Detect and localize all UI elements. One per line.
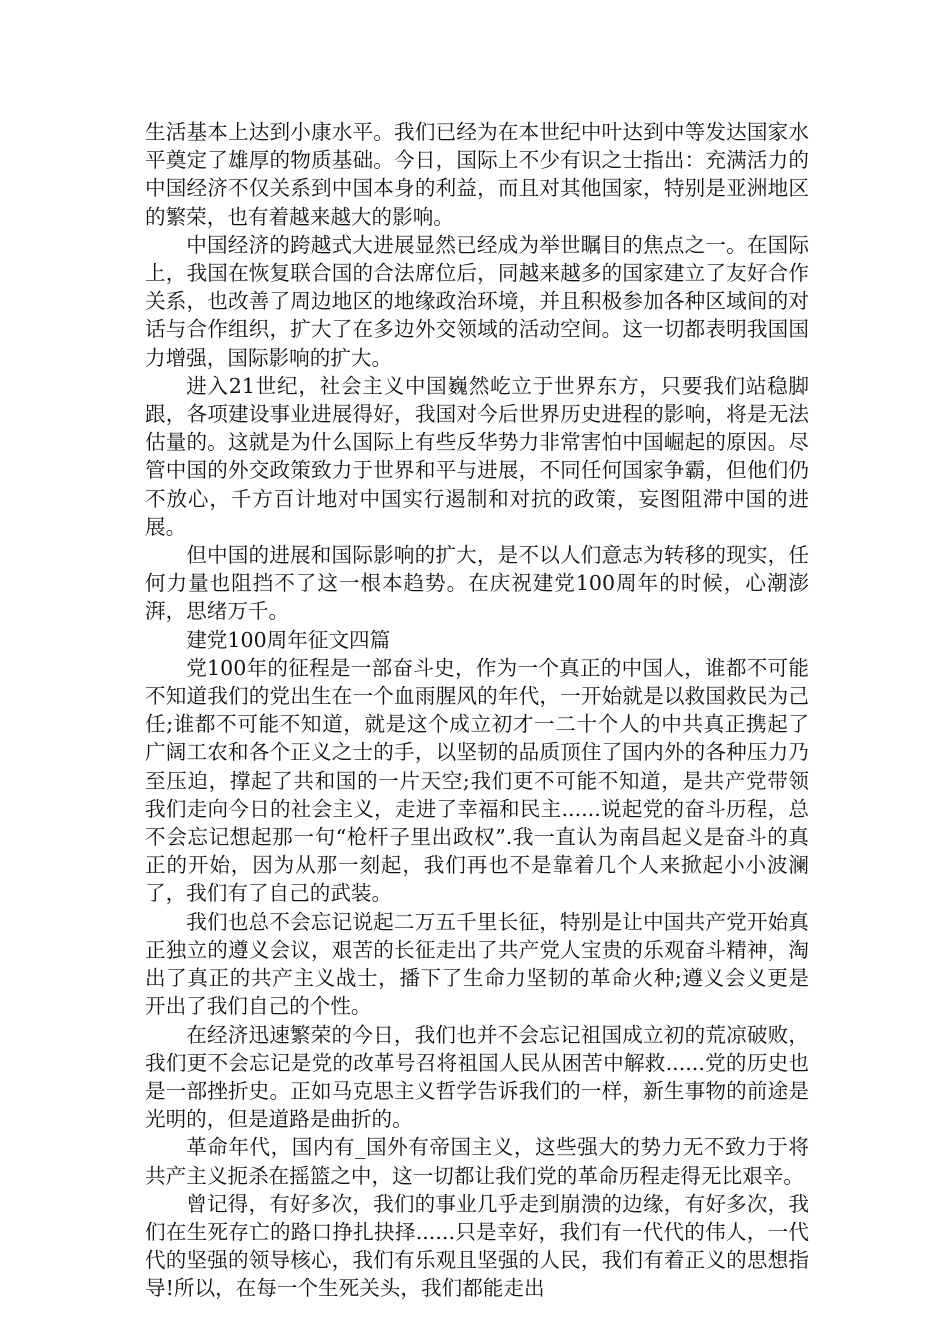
paragraph: 但中国的进展和国际影响的扩大，是不以人们意志为转移的现实，任何力量也阻挡不了这一根本趋势。在庆祝建党100周年的时候，心潮澎湃，思绪万千。	[145, 543, 809, 624]
document-body	[145, 118, 809, 1303]
paragraph: 中国经济的跨越式大进展显然已经成为举世瞩目的焦点之一。在国际上，我国在恢复联合国的合法席位后，同越来越多的国家建立了友好合作关系，也改善了周边地区的地缘政治环境，并且积极参加各种区域间的对话与合作组织，扩大了在多边外交领域的活动空间。这一切都表明我国国力增强，国际影响的扩大。	[145, 232, 809, 370]
paragraph: 革命年代，国内有_国外有帝国主义，这些强大的势力无不致力于将共产主义扼杀在摇篮之中，这一切都让我们党的革命历程走得无比艰辛。	[145, 1135, 809, 1188]
paragraph: 曾记得，有好多次，我们的事业几乎走到崩溃的边缘，有好多次，我们在生死存亡的路口挣扎抉择......只是幸好，我们有一代代的伟人，一代代的坚强的领导核心，我们有乐观且坚强的人民，我们有着正义的思想指导!所以，在每一个生死关头，我们都能走出	[145, 1191, 809, 1301]
paragraph: 我们也总不会忘记说起二万五千里长征，特别是让中国共产党开始真正独立的遵义会议，艰苦的长征走出了共产党人宝贵的乐观奋斗精神，淘出了真正的共产主义战士，播下了生命力坚韧的革命火种;遵义会义更是开出了我们自己的个性。	[145, 909, 809, 1019]
paragraph: 在经济迅速繁荣的今日，我们也并不会忘记祖国成立初的荒凉破败，我们更不会忘记是党的改革号召将祖国人民从困苦中解救......党的历史也是一部挫折史。正如马克思主义哲学告诉我们的一样，新生事物的前途是光明的，但是道路是曲折的。	[145, 1022, 809, 1132]
paragraph: 党100年的征程是一部奋斗史，作为一个真正的中国人，谁都不可能不知道我们的党出生在一个血雨腥风的年代，一开始就是以救国救民为己任;谁都不可能不知道，就是这个成立初才一二十个人的中共真正携起了广阔工农和各个正义之士的手，以坚韧的品质顶住了国内外的各种压力乃至压迫，撑起了共和国的一片天空;我们更不可能不知道，是共产党带领我们走向今日的社会主义，走进了幸福和民主......说起党的奋斗历程，总不会忘记想起那一句“枪杆子里出政权”.我一直认为南昌起义是奋斗的真正的开始，因为从那一刻起，我们再也不是靠着几个人来掀起小小波澜了，我们有了自己的武装。	[145, 655, 809, 906]
paragraph: 进入21世纪，社会主义中国巍然屹立于世界东方，只要我们站稳脚跟，各项建设事业进展得好，我国对今后世界历史进程的影响，将是无法估量的。这就是为什么国际上有些反华势力非常害怕中国崛起的原因。尽管中国的外交政策致力于世界和平与进展，不同任何国家争霸，但他们仍不放心，千方百计地对中国实行遏制和对抗的政策，妄图阻滞中国的进展。	[145, 373, 809, 539]
section-heading: 建党100周年征文四篇	[186, 627, 391, 652]
paragraph-continued: 生活基本上达到小康水平。我们已经为在本世纪中叶达到中等发达国家水平奠定了雄厚的物质基础。今日，国际上不少有识之士指出：充满活力的中国经济不仅关系到中国本身的利益，而且对其他国家，特别是亚洲地区的繁荣，也有着越来越大的影响。	[145, 120, 809, 229]
